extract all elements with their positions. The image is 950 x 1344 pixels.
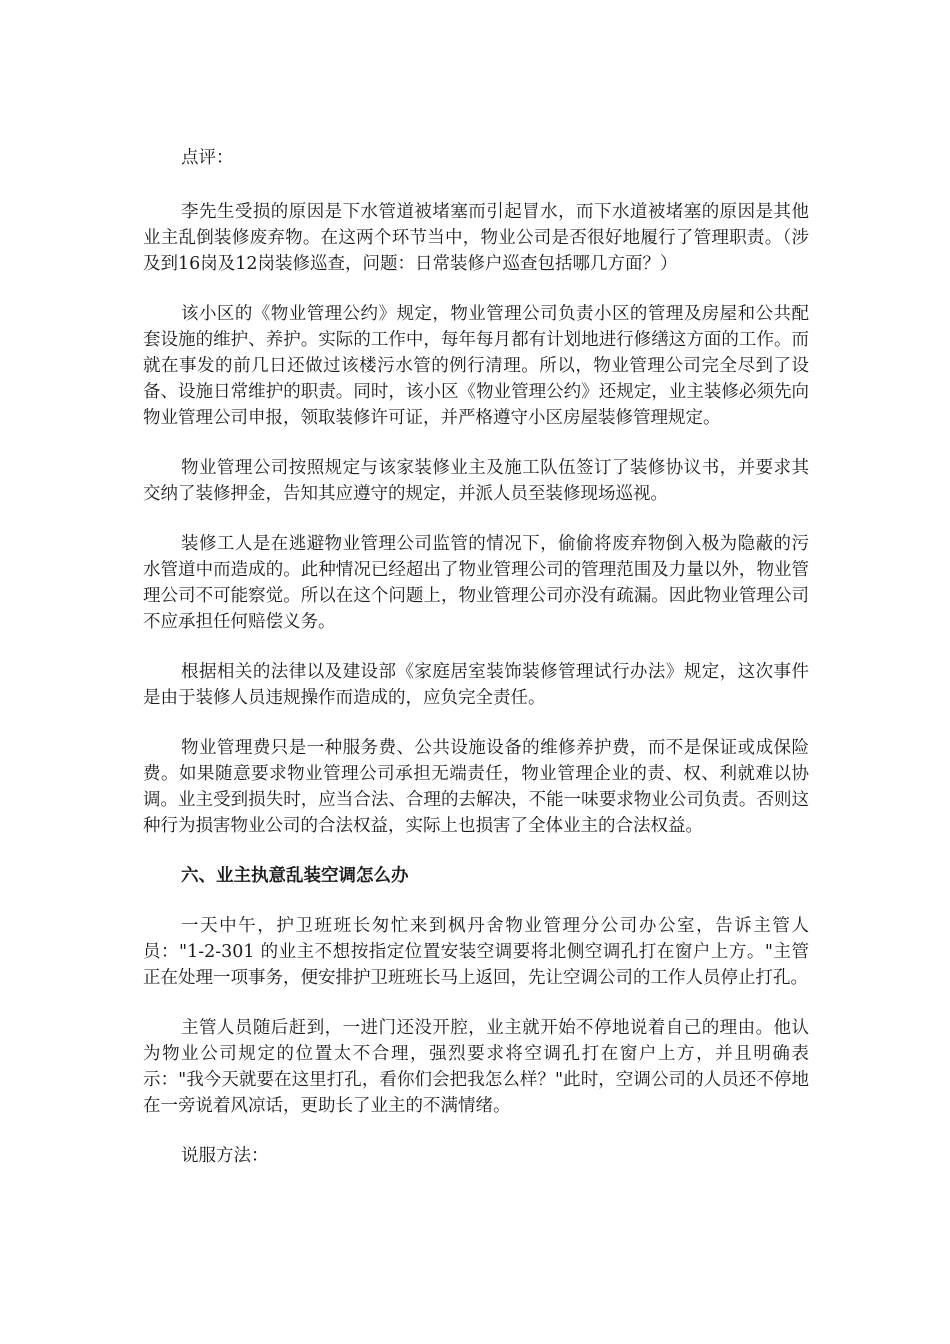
section-heading: 六、业主执意乱装空调怎么办 [181,866,409,886]
paragraph-law: 根据相关的法律以及建设部《家庭居室装饰装修管理试行办法》规定，这次事件是由于装修人员违规操作而造成的，应负完全责任。 [143,662,809,708]
comment-label: 点评： [181,148,234,168]
paragraph-incident: 一天中午，护卫班班长匆忙来到枫丹舍物业管理分公司办公室，告诉主管人员："1-2-301 的业主不想按指定位置安装空调要将北侧空调孔打在窗户上方。"主管正在处理一项事务，便安排护卫班班长马上返回，先让空调公司的工作人员停止打孔。 [143,916,809,988]
method-label: 说服方法： [181,1146,269,1166]
paragraph-cause: 李先生受损的原因是下水管道被堵塞而引起冒水，而下水道被堵塞的原因是其他业主乱倒装修废弃物。在这两个环节当中，物业公司是否很好地履行了管理职责。（涉及到16岗及12岗装修巡查，问题：日常装修户巡查包括哪几方面？） [143,202,809,274]
paragraph-fee: 物业管理费只是一种服务费、公共设施设备的维修养护费，而不是保证或成保险费。如果随意要求物业管理公司承担无端责任，物业管理企业的责、权、利就难以协调。业主受到损失时，应当合法、合理的去解决，不能一味要求物业公司负责。否则这种行为损害物业公司的合法权益，实际上也损害了全体业主的合法权益。 [143,738,809,836]
paragraph-owner-reaction: 主管人员随后赶到，一进门还没开腔，业主就开始不停地说着自己的理由。他认为物业公司规定的位置太不合理，强烈要求将空调孔打在窗户上方，并且明确表示："我今天就要在这里打孔，看你们会把我怎么样？"此时，空调公司的人员还不停地在一旁说着风凉话，更助长了业主的不满情绪。 [143,1018,809,1116]
paragraph-agreement: 物业管理公司按照规定与该家装修业主及施工队伍签订了装修协议书，并要求其交纳了装修押金，告知其应遵守的规定，并派人员至装修现场巡视。 [143,458,809,504]
document-page [143,142,809,1193]
paragraph-convention: 该小区的《物业管理公约》规定，物业管理公司负责小区的管理及房屋和公共配套设施的维护、养护。实际的工作中，每年每月都有计划地进行修缮这方面的工作。而就在事发的前几日还做过该楼污水管的例行清理。所以，物业管理公司完全尽到了设备、设施日常维护的职责。同时，该小区《物业管理公约》还规定，业主装修必须先向物业管理公司申报，领取装修许可证，并严格遵守小区房屋装修管理规定。 [143,304,809,428]
paragraph-workers: 装修工人是在逃避物业管理公司监管的情况下，偷偷将废弃物倒入极为隐蔽的污水管道中而造成的。此种情况已经超出了物业管理公司的管理范围及力量以外，物业管理公司不可能察觉。所以在这个问题上，物业管理公司亦没有疏漏。因此物业管理公司不应承担任何赔偿义务。 [143,534,809,632]
